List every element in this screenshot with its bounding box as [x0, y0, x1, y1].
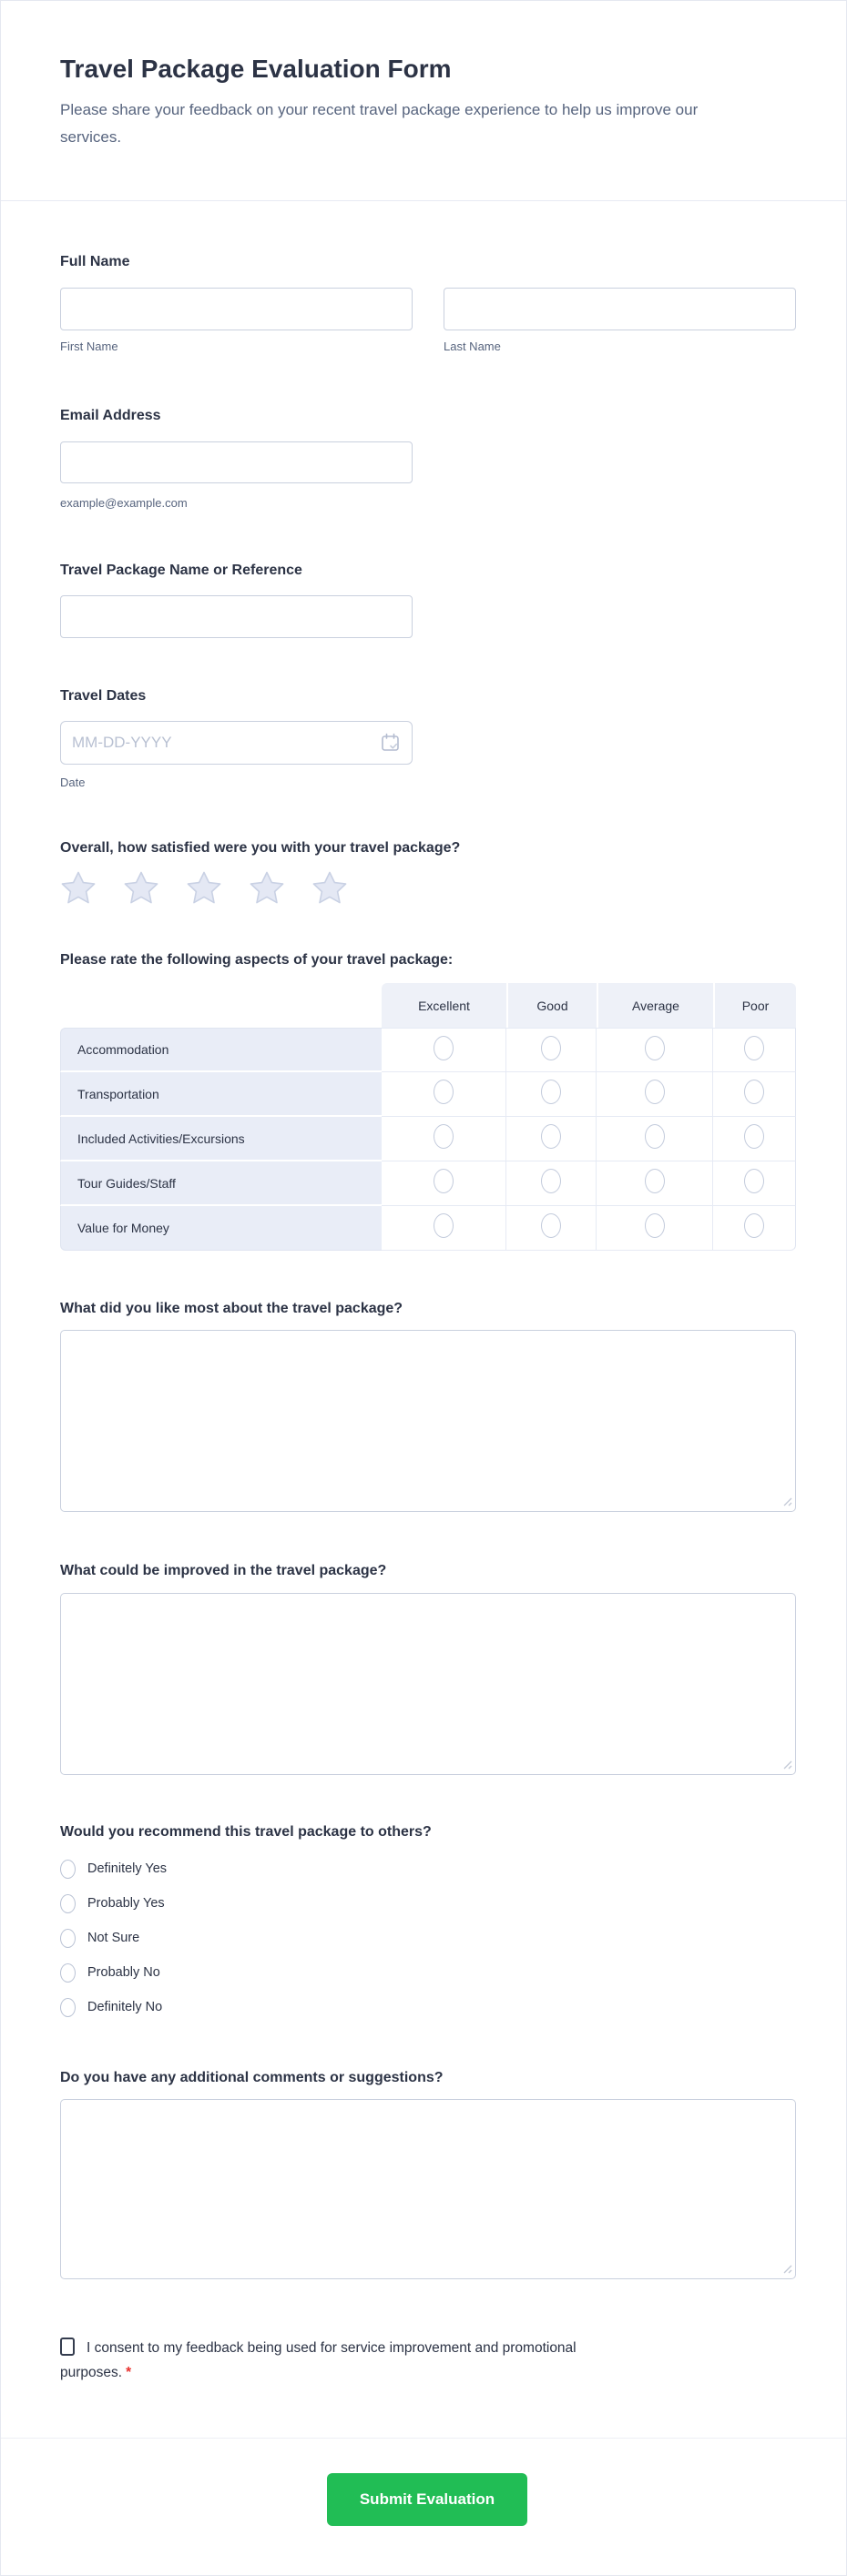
field-comments: [60, 2067, 794, 2279]
form-header: [1, 1, 846, 201]
field-improved: [60, 1560, 794, 1775]
matrix-radio[interactable]: [744, 1036, 764, 1060]
first-name-input[interactable]: [60, 288, 413, 330]
matrix-radio[interactable]: [434, 1213, 454, 1238]
radio-option-definitely-yes[interactable]: Definitely Yes: [60, 1851, 794, 1886]
matrix-radio[interactable]: [434, 1124, 454, 1149]
star-icon[interactable]: [186, 869, 222, 908]
matrix-radio[interactable]: [744, 1080, 764, 1104]
matrix-radio[interactable]: [744, 1124, 764, 1149]
matrix-radio[interactable]: [434, 1036, 454, 1060]
matrix-radio[interactable]: [541, 1036, 561, 1060]
consent-text: I consent to my feedback being used for service improvement and promotional purposes.: [60, 2340, 577, 2380]
matrix-col-excellent: Excellent: [382, 983, 506, 1028]
radio-icon[interactable]: [60, 1963, 76, 1983]
field-liked-most: [60, 1298, 794, 1512]
field-recommend: [60, 1821, 794, 2024]
field-satisfaction: [60, 837, 794, 908]
star-icon[interactable]: [311, 869, 348, 908]
matrix-radio[interactable]: [744, 1169, 764, 1193]
date-sublabel: Date: [60, 776, 86, 789]
page-title: Travel Package Evaluation Form: [60, 55, 452, 83]
table-row: [60, 1161, 796, 1206]
package-name-label: Travel Package Name or Reference: [60, 563, 302, 578]
radio-icon[interactable]: [60, 1929, 76, 1948]
radio-option-probably-yes[interactable]: Probably Yes: [60, 1886, 794, 1921]
matrix-col-good: Good: [506, 983, 597, 1028]
email-hint: example@example.com: [60, 496, 188, 510]
package-name-input[interactable]: [60, 595, 413, 638]
last-name-input[interactable]: [444, 288, 796, 330]
star-icon[interactable]: [249, 869, 285, 908]
travel-dates-label: Travel Dates: [60, 688, 147, 704]
matrix-row-guides: Tour Guides/Staff: [60, 1161, 382, 1206]
field-email: [60, 405, 794, 511]
matrix-radio[interactable]: [645, 1036, 665, 1060]
last-name-sublabel: Last Name: [444, 340, 501, 353]
rating-matrix: [60, 983, 796, 1251]
improved-textarea[interactable]: [60, 1593, 796, 1775]
matrix-corner: [60, 983, 382, 1028]
matrix-radio[interactable]: [541, 1124, 561, 1149]
matrix-radio[interactable]: [541, 1213, 561, 1238]
radio-option-probably-no[interactable]: Probably No: [60, 1955, 794, 1990]
radio-option-not-sure[interactable]: Not Sure: [60, 1921, 794, 1955]
matrix-radio[interactable]: [541, 1080, 561, 1104]
matrix-radio[interactable]: [434, 1080, 454, 1104]
field-aspects-matrix: [60, 949, 794, 1251]
matrix-radio[interactable]: [645, 1124, 665, 1149]
matrix-radio[interactable]: [541, 1169, 561, 1193]
full-name-label: Full Name: [60, 254, 130, 269]
star-rating: [60, 869, 794, 908]
submit-button[interactable]: Submit Evaluation: [327, 2473, 527, 2526]
footer-divider: [1, 2438, 847, 2439]
comments-textarea[interactable]: [60, 2099, 796, 2279]
comments-label: Do you have any additional comments or suggestions?: [60, 2070, 444, 2085]
matrix-row-transportation: Transportation: [60, 1072, 382, 1117]
radio-icon[interactable]: [60, 1894, 76, 1913]
form-subtitle: Please share your feedback on your recent travel package experience to help us improve our services.: [60, 101, 699, 146]
satisfaction-label: Overall, how satisfied were you with your travel package?: [60, 840, 461, 856]
liked-most-label: What did you like most about the travel package?: [60, 1301, 403, 1316]
matrix-col-poor: Poor: [713, 983, 796, 1028]
matrix-row-accommodation: Accommodation: [60, 1028, 382, 1072]
matrix-radio[interactable]: [645, 1080, 665, 1104]
email-input[interactable]: [60, 441, 413, 483]
email-label: Email Address: [60, 408, 161, 423]
star-icon[interactable]: [60, 869, 97, 908]
field-consent: [60, 2336, 623, 2385]
field-full-name: [60, 251, 794, 354]
table-row: [60, 1072, 796, 1117]
matrix-radio[interactable]: [645, 1213, 665, 1238]
matrix-row-value: Value for Money: [60, 1206, 382, 1251]
table-row: [60, 1028, 796, 1072]
field-package-name: [60, 560, 794, 638]
matrix-radio[interactable]: [434, 1169, 454, 1193]
improved-label: What could be improved in the travel package?: [60, 1563, 387, 1578]
radio-option-definitely-no[interactable]: Definitely No: [60, 1990, 794, 2024]
radio-icon[interactable]: [60, 1998, 76, 2017]
table-row: [60, 1117, 796, 1161]
date-input[interactable]: [60, 721, 413, 765]
liked-most-textarea[interactable]: [60, 1330, 796, 1512]
first-name-sublabel: First Name: [60, 340, 118, 353]
matrix-row-activities: Included Activities/Excursions: [60, 1117, 382, 1161]
table-row: [60, 1206, 796, 1251]
radio-icon[interactable]: [60, 1860, 76, 1879]
matrix-radio[interactable]: [645, 1169, 665, 1193]
star-icon[interactable]: [123, 869, 159, 908]
matrix-radio[interactable]: [744, 1213, 764, 1238]
field-travel-dates: [60, 685, 794, 790]
matrix-col-average: Average: [597, 983, 713, 1028]
recommend-label: Would you recommend this travel package to others?: [60, 1824, 432, 1840]
consent-checkbox[interactable]: [60, 2338, 75, 2356]
required-asterisk: *: [126, 2365, 132, 2380]
matrix-label: Please rate the following aspects of your travel package:: [60, 952, 454, 968]
